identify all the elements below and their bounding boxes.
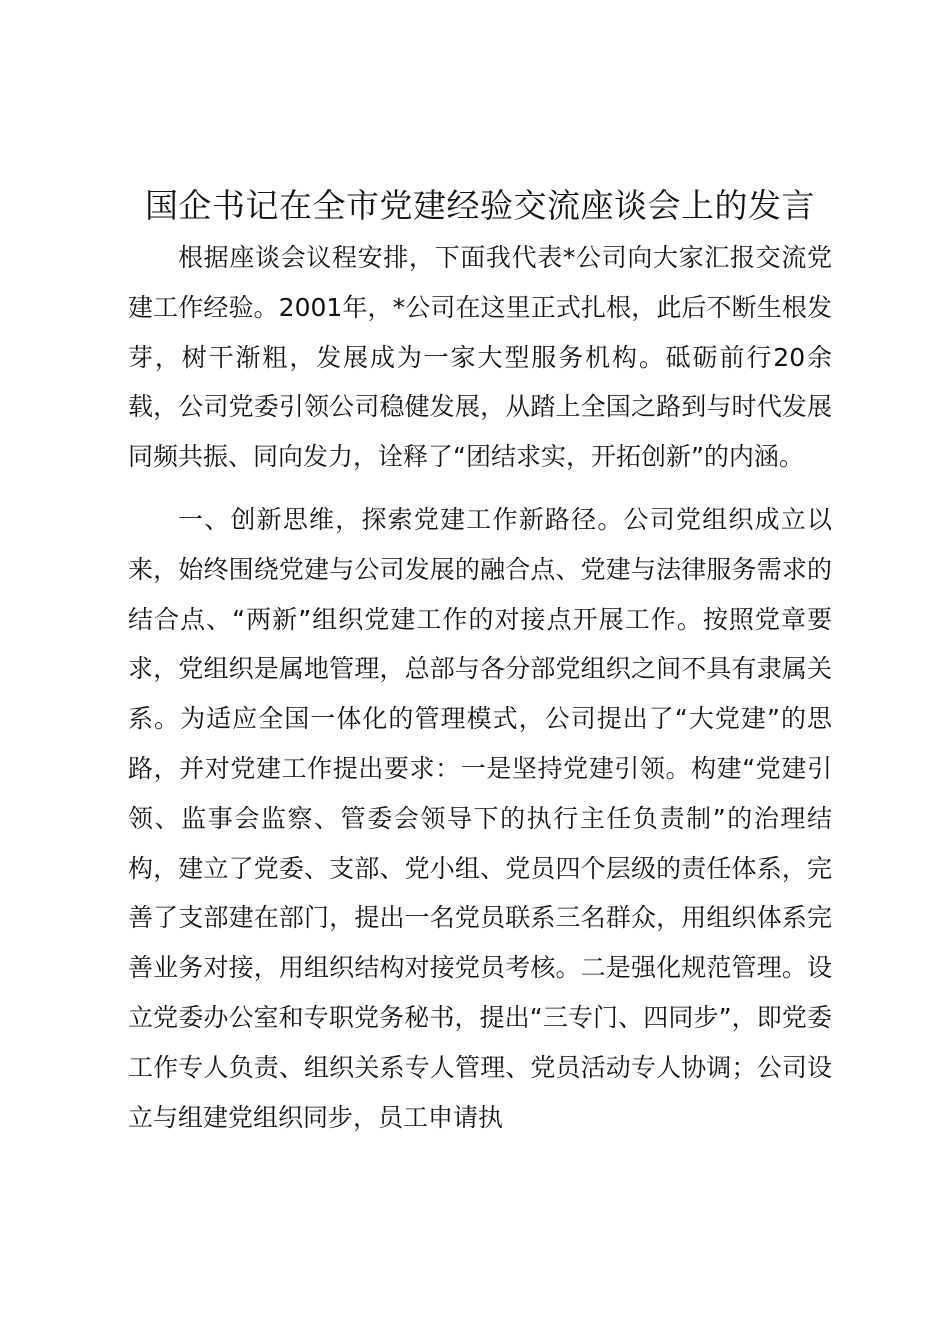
document-title: 国企书记在全市党建经验交流座谈会上的发言 bbox=[145, 186, 815, 225]
paragraph-section-one: 一、创新思维，探索党建工作新路径。公司党组织成立以来，始终围绕党建与公司发展的融合点、党建与法律服务需求的结合点、“两新”组织党建工作的对接点开展工作。按照党章要求，党组织是属地管理，总部与各分部党组织之间不具有隶属关系。为适应全国一体化的管理模式，公司提出了“大党建”的思路，并对党建工作提出要求：一是坚持党建引领。构建“党建引领、监事会监察、管委会领导下的执行主任负责制”的治理结构，建立了党委、支部、党小组、党员四个层级的责任体系，完善了支部建在部门，提出一名党员联系三名群众，用组织体系完善业务对接，用组织结构对接党员考核。二是强化规范管理。设立党委办公室和专职党务秘书，提出“三专门、四同步”，即党委工作专人负责、组织关系专人管理、党员活动专人协调；公司设立与组建党组织同步，员工申请执 bbox=[128, 504, 832, 1132]
paragraph-intro: 根据座谈会议程安排，下面我代表*公司向大家汇报交流党建工作经验。2001年，*公司在这里正式扎根，此后不断生根发芽，树干渐粗，发展成为一家大型服务机构。砥砺前行20余载，公司党委引领公司稳健发展，从踏上全国之路到与时代发展同频共振、同向发力，诠释了“团结求实，开拓创新”的内涵。 bbox=[128, 243, 832, 472]
document-page bbox=[128, 180, 832, 1142]
